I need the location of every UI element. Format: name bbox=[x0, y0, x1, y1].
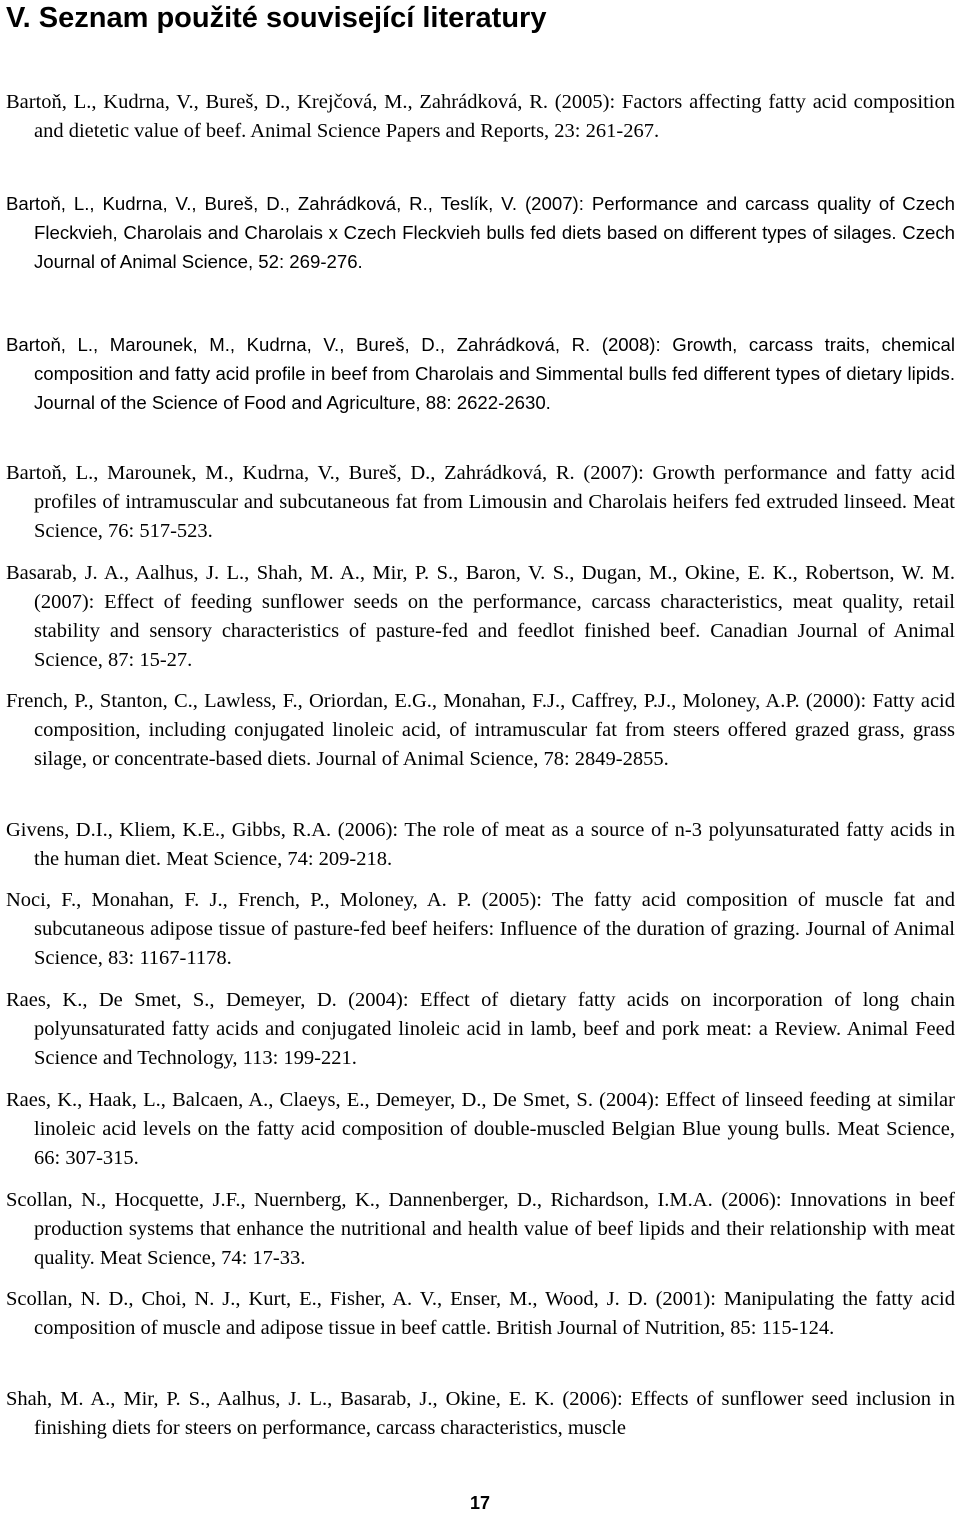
reference-item: Bartoň, L., Marounek, M., Kudrna, V., Bureš, D., Zahrádková, R. (2008): Growth, carcass traits, chemical composition and fatty acid profile in beef from Charolais and Simmental bulls fed different types of dietary lipids. Journal of the Science of Food and Agriculture, 88: 2622-2630. bbox=[6, 334, 955, 413]
reference-item: Noci, F., Monahan, F. J., French, P., Moloney, A. P. (2005): The fatty acid composition of muscle fat and subcutaneous adipose tissue of pasture-fed beef heifers: Influence of the duration of grazing. Journal of Animal Science, 83: 1167-1178. bbox=[6, 889, 955, 969]
reference-item: Basarab, J. A., Aalhus, J. L., Shah, M. A., Mir, P. S., Baron, V. S., Dugan, M., Okine, E. K., Robertson, W. M. (2007): Effect of feeding sunflower seeds on the performance, carcass characteristics, meat quality, retail stability and sensory characteristics of pasture-fed and feedlot finished beef. Canadian Journal of Animal Science, 87: 15-27. bbox=[6, 562, 955, 671]
reference-item: Raes, K., De Smet, S., Demeyer, D. (2004): Effect of dietary fatty acids on incorporation of long chain polyunsaturated fatty acids and conjugated linoleic acid in lamb, beef and pork meat: a Review. Animal Feed Science and Technology, 113: 199-221. bbox=[6, 989, 955, 1069]
reference-item: Bartoň, L., Kudrna, V., Bureš, D., Krejčová, M., Zahrádková, R. (2005): Factors affecting fatty acid composition and dietetic value of beef. Animal Science Papers and Reports, 23: 261-267. bbox=[6, 91, 955, 142]
section-heading: V. Seznam použité související literatury bbox=[6, 2, 547, 34]
reference-item: Scollan, N., Hocquette, J.F., Nuernberg, K., Dannenberger, D., Richardson, I.M.A. (2006): Innovations in beef production systems that enhance the nutritional and health value of beef lipids and their relationship with meat quality. Meat Science, 74: 17-33. bbox=[6, 1189, 955, 1269]
reference-item: Shah, M. A., Mir, P. S., Aalhus, J. L., Basarab, J., Okine, E. K. (2006): Effects of sunflower seed inclusion in finishing diets for steers on performance, carcass characteristics, muscle bbox=[6, 1388, 955, 1439]
reference-item: French, P., Stanton, C., Lawless, F., Oriordan, E.G., Monahan, F.J., Caffrey, P.J., Moloney, A.P. (2000): Fatty acid composition, including conjugated linoleic acid, of intramuscular fat from steers offered grazed grass, grass silage, or concentrate-based diets. Journal of Animal Science, 78: 2849-2855. bbox=[6, 690, 955, 770]
page-number: 17 bbox=[469, 1493, 491, 1513]
reference-item: Raes, K., Haak, L., Balcaen, A., Claeys, E., Demeyer, D., De Smet, S. (2004): Effect of linseed feeding at similar linoleic acid levels on the fatty acid composition of double-muscled Belgian Blue young bulls. Meat Science, 66: 307-315. bbox=[6, 1089, 955, 1169]
reference-item: Givens, D.I., Kliem, K.E., Gibbs, R.A. (2006): The role of meat as a source of n-3 polyunsaturated fatty acids in the human diet. Meat Science, 74: 209-218. bbox=[6, 819, 955, 870]
reference-item: Bartoň, L., Marounek, M., Kudrna, V., Bureš, D., Zahrádková, R. (2007): Growth performance and fatty acid profiles of intramuscular and subcutaneous fat from Limousin and Charolais heifers fed extruded linseed. Meat Science, 76: 517-523. bbox=[6, 462, 955, 542]
reference-item: Scollan, N. D., Choi, N. J., Kurt, E., Fisher, A. V., Enser, M., Wood, J. D. (2001): Manipulating the fatty acid composition of muscle and adipose tissue in beef cattle. British Journal of Nutrition, 85: 115-124. bbox=[6, 1288, 955, 1339]
reference-item: Bartoň, L., Kudrna, V., Bureš, D., Zahrádková, R., Teslík, V. (2007): Performance and carcass quality of Czech Fleckvieh, Charolais and Charolais x Czech Fleckvieh bulls fed diets based on different types of silages. Czech Journal of Animal Science, 52: 269-276. bbox=[6, 193, 955, 272]
